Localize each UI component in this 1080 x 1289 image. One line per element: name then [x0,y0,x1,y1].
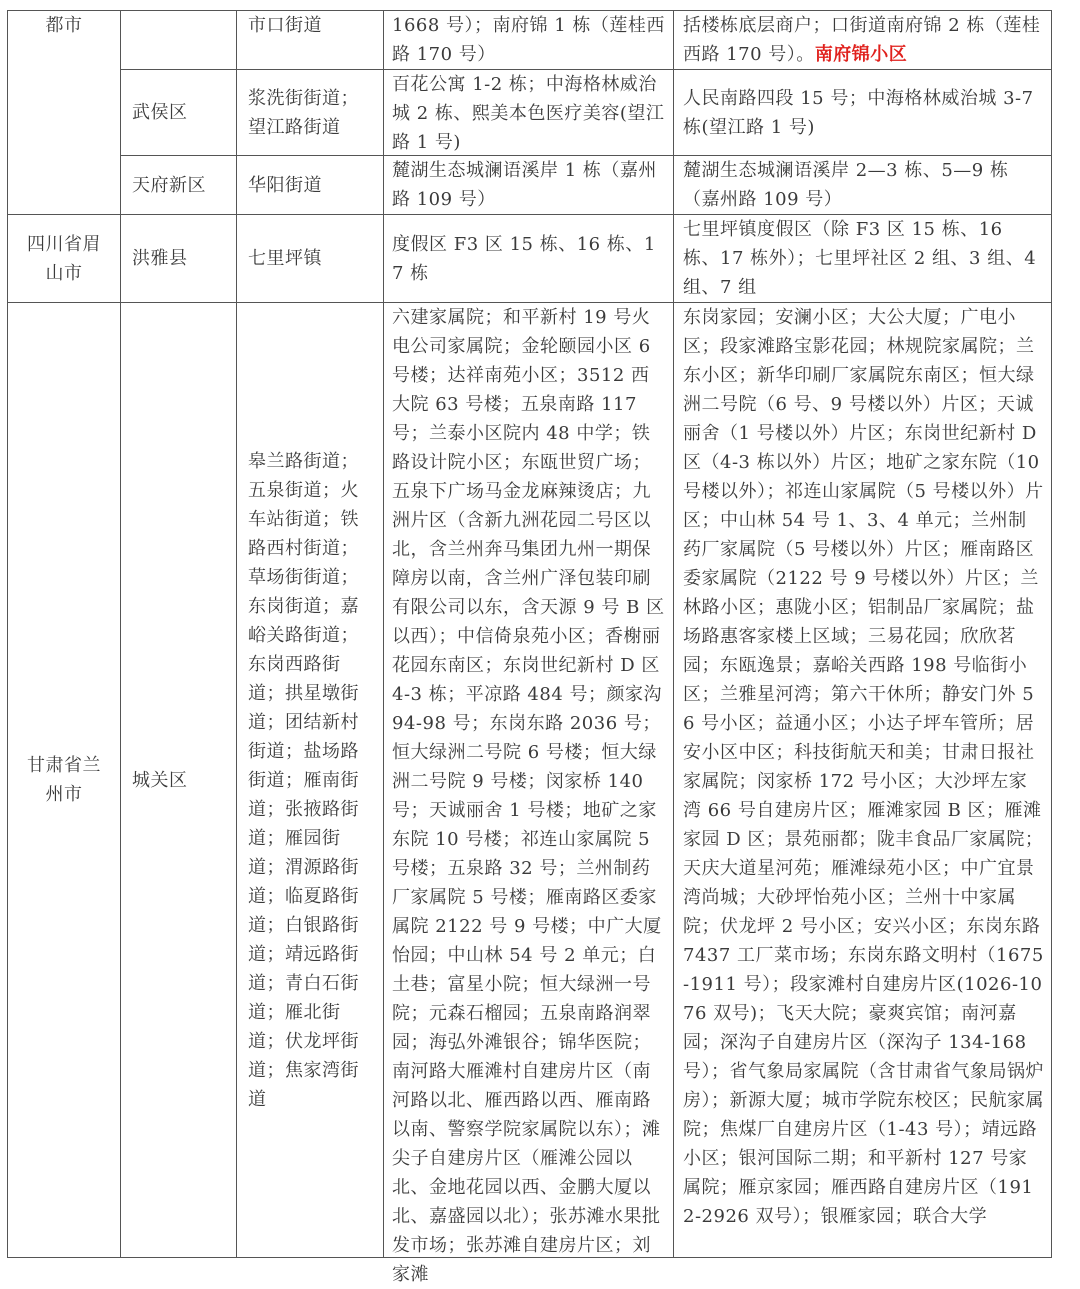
controlled-area-cell [674,11,1051,69]
sealed-area-text: 百花公寓 1-2 栋；中海格林威治城 2 栋、熙美本色医疗美容(望江路 1 号) [392,74,665,153]
controlled-area-text: 东岗家园；安澜小区；大公大厦；广电小区；段家滩路宝影花园；林规院家属院；兰东小区；新华印刷厂家属院东南区；恒大绿洲二号院（6 号、9 号楼以外）片区；天诚丽舍（1 号楼以外）片区；东岗世纪新村 D 区（4-3 栋以外）片区；地矿之家东院（10 号楼以外）；祁连山家属院（5 号楼以外）片区；中山林 54 号 1、3、4 单元；兰州制药厂家属院（5 号楼以外）片区；雁南路区委家属院（2122 号 9 号楼以外）片区；兰林路小区；惠陇小区；铝制品厂家属院；盐场路惠客家楼上区域；三易花园；欣欣茗园；东瓯逸景；嘉峪关西路 198 号临街小区；兰雅星河湾；第六干休所；静安门外 56 号小区；益通小区；小达子坪车管所；居安小区中区；科技街航天和美；甘肃日报社家属院；闵家桥 172 号小区；大沙坪左家湾 66 号自建房片区；雁滩家园 B 区；雁滩家园 D 区；景苑丽都；陇丰食品厂家属院；天庆大道星河苑；雁滩绿苑小区；中广宜景湾尚城；大砂坪怡苑小区；兰州十中家属院；伏龙坪 2 号小区；安兴小区；东岗东路 7437 工厂菜市场；东岗东路文明村（1675-1911 号）；段家滩村自建房片区(1026-1076 双号)；飞天大院；豪爽宾馆；南河嘉园；深沟子自建房片区（深沟子 134-168 号）；省气象局家属院（含甘肃省气象局锅炉房）；新源大厦；城市学院东校区；民航家属院；焦煤厂自建房片区（1-43 号）；靖远路小区；银河国际二期；和平新村 127 号家属院；雁京家园；雁西路自建房片区（1912-2926 双号）；银雁家园；联合大学 [683,307,1044,1227]
sealed-area-text: 度假区 F3 区 15 栋、16 栋、17 栋 [392,234,656,284]
sealed-area-cell [384,70,673,155]
control-area-table [7,10,1052,1285]
table-border-right [1051,10,1052,1258]
street-name: 皋兰路街道；五泉街道；火车站街道；铁路西村街道；草场街街道；东岗街道；嘉峪关路街道；东岗西路街道；拱星墩街道；团结新村街道；盐场路街道；雁南街道；张掖路街道；雁园街道；渭源路街道；临夏路街道；白银路街道；靖远路街道；青白石街道；雁北街道；伏龙坪街道；焦家湾街道 [248,450,359,1110]
controlled-area-cell [674,215,1051,302]
controlled-area-cell [674,70,1051,155]
district-name: 洪雅县 [132,248,188,269]
controlled-area-text: 七里坪镇度假区（除 F3 区 15 栋、16 栋、17 栋外）；七里坪社区 2 组、3 组、4 组、7 组 [683,219,1037,298]
sealed-area-cell [384,303,673,1285]
city-cell [8,11,120,214]
sealed-area-text: 六建家属院；和平新村 19 号火电公司家属院；金轮颐园小区 6 号楼；达祥南苑小区；3512 西大院 63 号楼；五泉南路 117 号；兰泰小区院内 48 中学；铁路设计院小区；东瓯世贸广场；五泉下广场马金龙麻辣烫店；九洲片区（含新九洲花园二号区以北，含兰州奔马集团九州一期保障房以南，含兰州广泽包装印刷有限公司以东，含天源 9 号 B 区以西）；中信倚泉苑小区；香榭丽花园东南区；东岗世纪新村 D 区 4-3 栋；平凉路 484 号；颜家沟 94-98 号；东岗东路 2036 号；恒大绿洲二号院 6 号楼；恒大绿洲二号院 9 号楼；闵家桥 140 号；天诚丽舍 1 号楼；地矿之家东院 10 号楼；祁连山家属院 5 号楼；五泉路 32 号；兰州制药厂家属院 5 号楼；雁南路区委家属院 2122 号 9 号楼；中广大厦怡园；中山林 54 号 2 单元；白土巷；富星小院；恒大绿洲一号院；元森石榴园；五泉南路润翠园；海弘外滩银谷；锦华医院；南河路大雁滩村自建房片区（南河路以北、雁西路以西、雁南路以南、警察学院家属院以东）；滩尖子自建房片区（雁滩公园以北、金地花园以西、金鹏大厦以北、嘉盛园以北）；张苏滩水果批发市场；张苏滩自建房片区；刘家滩 [392,307,665,1285]
street-name: 华阳街道 [248,174,322,196]
district-cell [121,70,236,155]
street-cell [237,11,383,69]
city-name: 甘肃省兰州市 [27,755,101,805]
street-name: 浆洗街街道；望江路街道 [248,87,359,138]
controlled-area-cell [674,156,1051,214]
city-name: 都市 [45,15,83,36]
controlled-area-text: 麓湖生态城澜语溪岸 2—3 栋、5—9 栋（嘉州路 109 号） [683,160,1009,210]
district-name: 武侯区 [132,102,188,123]
sealed-area-cell [384,230,673,302]
street-cell [237,70,383,155]
district-name: 城关区 [132,769,188,791]
district-name: 天府新区 [132,174,206,196]
sealed-area-cell [384,156,673,214]
city-cell [8,215,120,302]
street-cell [237,215,383,302]
district-cell [121,215,236,302]
street-name: 七里坪镇 [248,248,322,269]
controlled-area-cell [674,303,1051,1257]
district-cell [121,156,236,214]
city-name: 四川省眉山市 [27,233,101,284]
sealed-area-text: 麓湖生态城澜语溪岸 1 栋（嘉州路 109 号） [392,160,657,210]
city-cell [8,303,120,1257]
street-cell [237,303,383,1257]
street-cell [237,156,383,214]
street-name: 市口街道 [248,15,322,36]
district-cell [121,303,236,1257]
sealed-area-text: 1668 号）；南府锦 1 栋（莲桂西路 170 号） [392,15,665,65]
highlight-community-name: 南府锦小区 [814,44,908,65]
controlled-area-text: 括楼栋底层商户；口街道南府锦 2 栋（莲桂西路 170 号）。 [683,15,1041,65]
controlled-area-text: 人民南路四段 15 号；中海格林威治城 3-7 栋(望江路 1 号) [683,87,1034,138]
district-cell [121,11,236,69]
sealed-area-cell [384,11,673,69]
